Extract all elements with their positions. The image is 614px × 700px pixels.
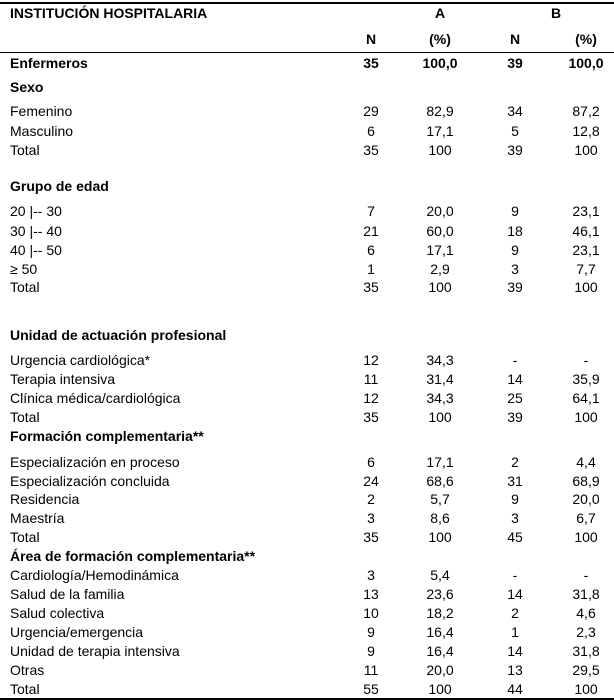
col-n-a: N	[365, 31, 377, 47]
cell-n-b: 9	[511, 242, 519, 258]
cell-pct-b: 64,1	[572, 390, 600, 406]
cell-n-a: 29	[363, 103, 379, 119]
row-label: Grupo de edad	[10, 178, 109, 194]
row-label: Total	[10, 142, 40, 158]
cell-pct-b: 46,1	[572, 223, 600, 239]
cell-pct-b: 4,4	[576, 454, 596, 470]
section-row	[0, 427, 614, 445]
table-row	[0, 389, 614, 407]
row-label: Sexo	[10, 79, 44, 95]
row-label: Unidad de actuación profesional	[10, 327, 227, 343]
table-row	[0, 642, 614, 660]
row-label: 30 |-- 40	[10, 223, 62, 239]
section-row	[0, 547, 614, 565]
table-row	[0, 472, 614, 490]
cell-pct-a: 34,3	[426, 352, 454, 368]
cell-n-a: 6	[367, 123, 375, 139]
cell-n-a: 6	[367, 242, 375, 258]
table-row	[0, 260, 614, 278]
cell-pct-a: 31,4	[426, 371, 454, 387]
cell-n-b: 13	[507, 662, 523, 678]
cell-pct-b: 20,0	[572, 491, 600, 507]
cell-n-b: 25	[507, 390, 523, 406]
cell-n-b: 3	[511, 261, 519, 277]
section-row	[0, 54, 614, 72]
table-row	[0, 370, 614, 388]
cell-pct-a: 5,7	[430, 491, 450, 507]
cell-pct-a: 34,3	[426, 390, 454, 406]
table-title: INSTITUCIÓN HOSPITALARIA	[10, 5, 208, 21]
row-label: Total	[10, 529, 40, 545]
cell-n-b: 44	[507, 681, 523, 697]
cell-pct-b: -	[583, 352, 589, 368]
cell-pct-b: 100	[574, 279, 598, 295]
table-row	[0, 278, 614, 296]
row-label: Salud de la familia	[10, 586, 125, 602]
cell-n-a: 12	[363, 390, 379, 406]
cell-pct-b: 100	[574, 529, 598, 545]
cell-n-b: 39	[507, 279, 523, 295]
cell-n-a: 13	[363, 586, 379, 602]
cell-pct-a: 18,2	[426, 605, 454, 621]
cell-pct-b: 31,8	[572, 643, 600, 659]
row-label: Especialización concluida	[10, 473, 170, 489]
cell-n-a: 12	[363, 352, 379, 368]
cell-n-b: 5	[511, 123, 519, 139]
cell-n-a: 2	[367, 491, 375, 507]
row-label: Especialización en proceso	[10, 454, 180, 470]
cell-pct-a: 17,1	[426, 242, 454, 258]
cell-pct-b: 100,0	[568, 55, 604, 71]
cell-n-b: 34	[507, 103, 523, 119]
table-row	[0, 102, 614, 120]
cell-pct-b: 7,7	[576, 261, 596, 277]
header-row-groups	[0, 4, 614, 22]
cell-n-b: 39	[507, 55, 523, 71]
col-pct-a: (%)	[429, 31, 451, 47]
cell-pct-a: 16,4	[426, 643, 454, 659]
cell-pct-b: 23,1	[572, 242, 600, 258]
cell-n-a: 10	[363, 605, 379, 621]
cell-n-b: 9	[511, 491, 519, 507]
cell-pct-a: 100	[428, 409, 452, 425]
cell-pct-a: 20,0	[426, 203, 454, 219]
row-label: Formación complementaria**	[10, 428, 204, 444]
table-row	[0, 222, 614, 240]
cell-n-a: 3	[367, 510, 375, 526]
cell-n-a: 7	[367, 203, 375, 219]
row-label: Maestría	[10, 510, 65, 526]
row-label: Total	[10, 279, 40, 295]
table-row	[0, 680, 614, 698]
table-row	[0, 453, 614, 471]
row-label: Masculino	[10, 123, 74, 139]
cell-n-a: 21	[363, 223, 379, 239]
row-label: Otras	[10, 662, 45, 678]
cell-pct-a: 23,6	[426, 586, 454, 602]
cell-pct-b: 29,5	[572, 662, 600, 678]
cell-n-a: 3	[367, 567, 375, 583]
row-label: ≥ 50	[10, 261, 38, 277]
cell-n-b: 39	[507, 142, 523, 158]
table-row	[0, 661, 614, 679]
cell-pct-a: 100	[428, 142, 452, 158]
cell-n-b: 45	[507, 529, 523, 545]
cell-pct-b: 31,8	[572, 586, 600, 602]
row-label: Terapia intensiva	[10, 371, 116, 387]
cell-n-a: 1	[367, 261, 375, 277]
table-row	[0, 528, 614, 546]
col-pct-b: (%)	[575, 31, 597, 47]
cell-pct-a: 16,4	[426, 624, 454, 640]
cell-n-b: 14	[507, 586, 523, 602]
row-label: Femenino	[10, 103, 73, 119]
row-label: Salud colectiva	[10, 605, 105, 621]
table-row	[0, 509, 614, 527]
cell-pct-a: 100	[428, 279, 452, 295]
cell-n-a: 11	[363, 371, 379, 387]
cell-pct-a: 17,1	[426, 123, 454, 139]
cell-n-b: 18	[507, 223, 523, 239]
col-n-b: N	[509, 31, 521, 47]
cell-pct-b: 6,7	[576, 510, 596, 526]
table-row	[0, 202, 614, 220]
cell-n-a: 35	[363, 55, 379, 71]
cell-pct-a: 68,6	[426, 473, 454, 489]
row-label: 40 |-- 50	[10, 242, 62, 258]
cell-pct-b: 100	[574, 409, 598, 425]
cell-pct-b: 2,3	[576, 624, 596, 640]
cell-n-a: 35	[363, 409, 379, 425]
row-label: Clínica médica/cardiológica	[10, 390, 181, 406]
row-label: 20 |-- 30	[10, 203, 62, 219]
section-row	[0, 78, 614, 96]
table-row	[0, 408, 614, 426]
table-row	[0, 604, 614, 622]
row-label: Urgencia cardiológica*	[10, 352, 151, 368]
row-label: Residencia	[10, 491, 80, 507]
row-label: Enfermeros	[10, 55, 88, 71]
cell-n-b: 31	[507, 473, 523, 489]
group-b-heading: B	[550, 5, 562, 21]
cell-n-b: 1	[511, 624, 519, 640]
cell-n-b: 9	[511, 203, 519, 219]
row-label: Total	[10, 409, 40, 425]
cell-pct-b: 23,1	[572, 203, 600, 219]
cell-pct-a: 60,0	[426, 223, 454, 239]
cell-pct-a: 100	[428, 681, 452, 697]
cell-n-b: -	[512, 352, 518, 368]
cell-n-b: 2	[511, 454, 519, 470]
group-a-heading: A	[434, 5, 446, 21]
table-row	[0, 141, 614, 159]
cell-pct-b: 100	[574, 681, 598, 697]
row-label: Unidad de terapia intensiva	[10, 643, 180, 659]
cell-n-a: 11	[363, 662, 379, 678]
cell-pct-a: 100	[428, 529, 452, 545]
cell-pct-a: 5,4	[430, 567, 450, 583]
cell-n-a: 24	[363, 473, 379, 489]
cell-pct-b: -	[583, 567, 589, 583]
cell-pct-a: 2,9	[430, 261, 450, 277]
cell-pct-a: 17,1	[426, 454, 454, 470]
cell-pct-a: 100,0	[422, 55, 458, 71]
cell-n-b: 39	[507, 409, 523, 425]
cell-n-a: 55	[363, 681, 379, 697]
cell-pct-a: 82,9	[426, 103, 454, 119]
table-row	[0, 122, 614, 140]
cell-n-a: 9	[367, 643, 375, 659]
cell-n-b: 14	[507, 371, 523, 387]
table-row	[0, 566, 614, 584]
cell-n-a: 9	[367, 624, 375, 640]
cell-n-b: 14	[507, 643, 523, 659]
cell-pct-b: 4,6	[576, 605, 596, 621]
cell-pct-b: 100	[574, 142, 598, 158]
cell-n-a: 35	[363, 529, 379, 545]
cell-n-b: -	[512, 567, 518, 583]
row-label: Total	[10, 681, 40, 697]
cell-n-b: 3	[511, 510, 519, 526]
table-row	[0, 585, 614, 603]
cell-pct-a: 8,6	[430, 510, 450, 526]
cell-n-b: 2	[511, 605, 519, 621]
row-label: Área de formación complementaria**	[10, 548, 256, 564]
cell-pct-b: 35,9	[572, 371, 600, 387]
cell-pct-b: 87,2	[572, 103, 600, 119]
cell-n-a: 35	[363, 142, 379, 158]
section-row	[0, 177, 614, 195]
table-row	[0, 490, 614, 508]
row-label: Cardiología/Hemodinámica	[10, 567, 179, 583]
cell-n-a: 35	[363, 279, 379, 295]
section-row	[0, 326, 614, 344]
row-label: Urgencia/emergencia	[10, 624, 144, 640]
cell-n-a: 6	[367, 454, 375, 470]
cell-pct-b: 68,9	[572, 473, 600, 489]
cell-pct-b: 12,8	[572, 123, 600, 139]
header-row-columns	[0, 30, 614, 48]
table-row	[0, 623, 614, 641]
table-row	[0, 241, 614, 259]
cell-pct-a: 20,0	[426, 662, 454, 678]
table-row	[0, 351, 614, 369]
header-rule	[0, 52, 614, 53]
